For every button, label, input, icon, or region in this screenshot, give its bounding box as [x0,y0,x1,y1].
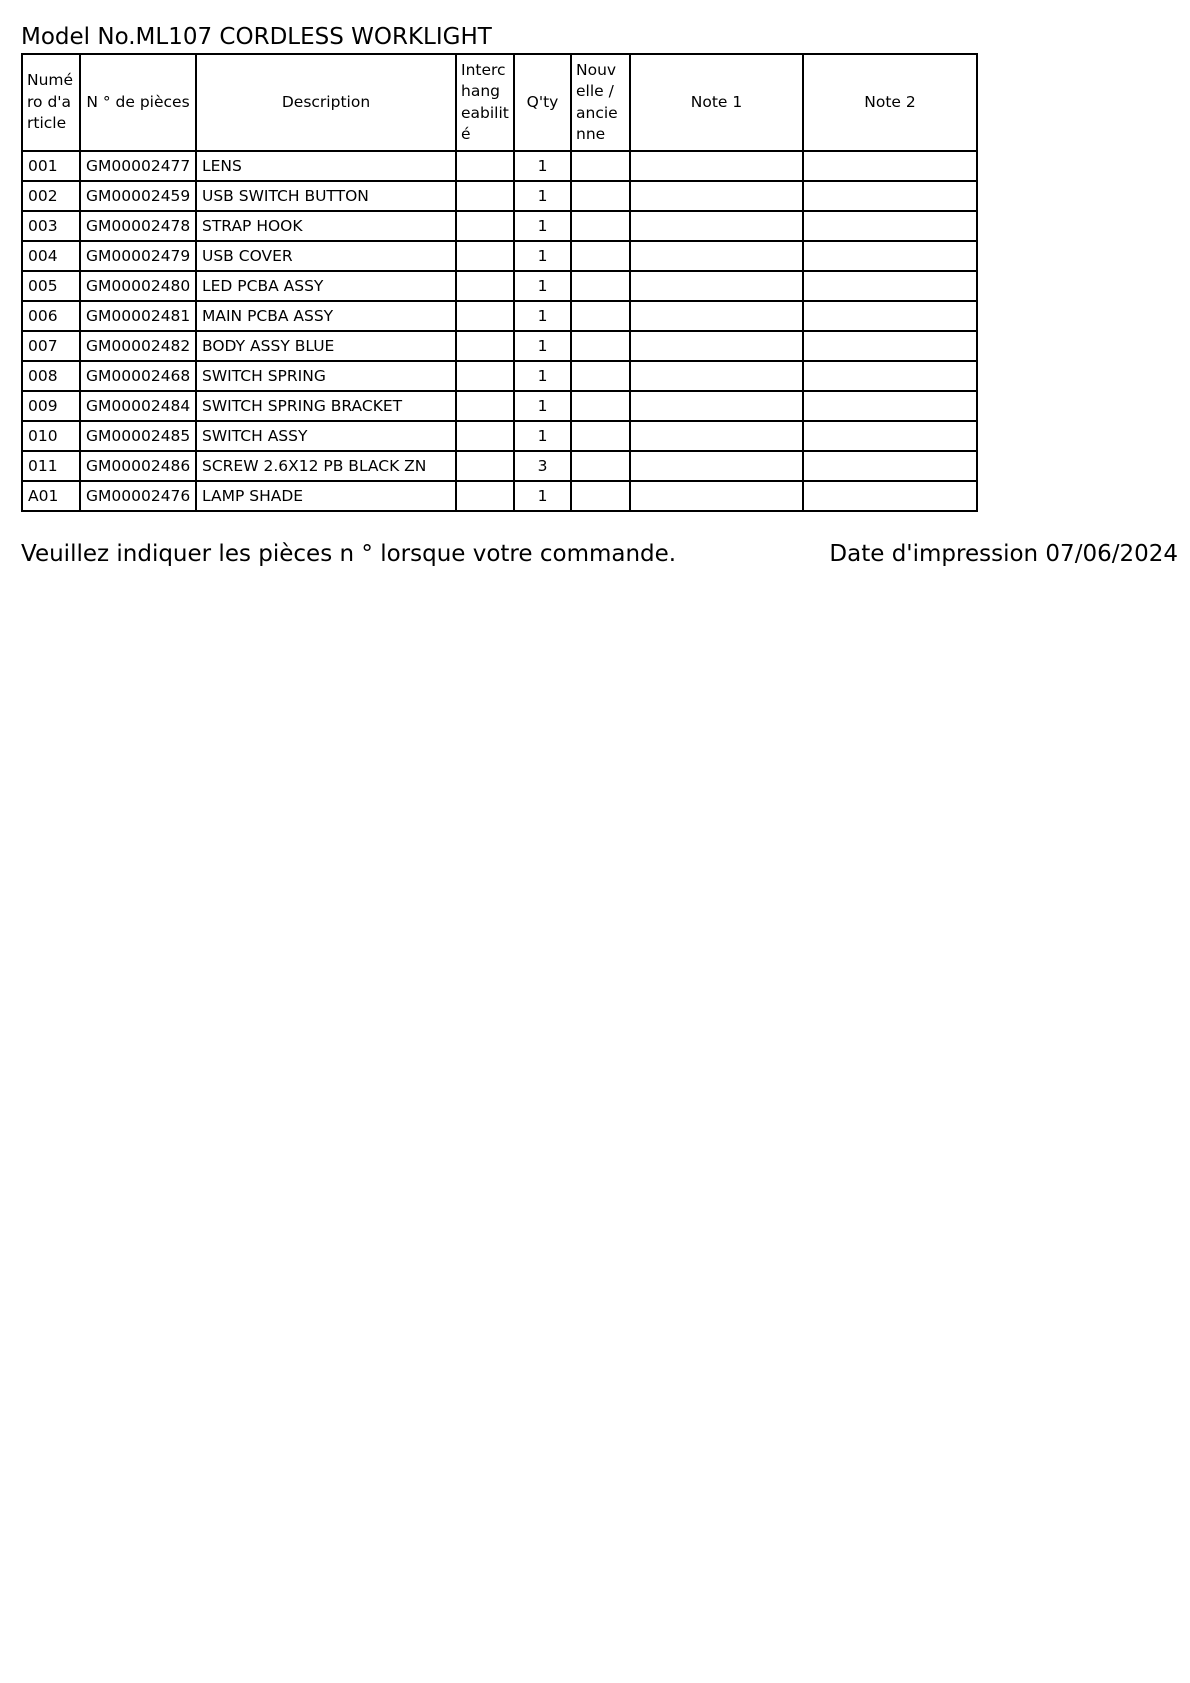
table-row [22,391,977,421]
cell-description: USB SWITCH BUTTON [196,181,456,211]
cell-qty: 1 [514,211,571,241]
cell-note2 [803,151,977,181]
cell-part-no: GM00002477 [80,151,196,181]
table-row [22,151,977,181]
cell-new-old [571,271,630,301]
cell-description: USB COVER [196,241,456,271]
cell-note2 [803,181,977,211]
cell-part-no: GM00002486 [80,451,196,481]
cell-note1 [630,361,803,391]
cell-item-no: 001 [22,151,80,181]
table-row [22,331,977,361]
cell-description: MAIN PCBA ASSY [196,301,456,331]
cell-qty: 1 [514,391,571,421]
cell-interchangeability [456,271,514,301]
table-header-row [22,54,977,151]
cell-note2 [803,451,977,481]
cell-note1 [630,241,803,271]
cell-item-no: 007 [22,331,80,361]
cell-new-old [571,331,630,361]
cell-qty: 1 [514,421,571,451]
cell-description: SWITCH SPRING [196,361,456,391]
table-row [22,451,977,481]
cell-note1 [630,451,803,481]
cell-item-no: 008 [22,361,80,391]
cell-note1 [630,211,803,241]
table-row [22,241,977,271]
cell-interchangeability [456,211,514,241]
cell-note1 [630,391,803,421]
cell-note1 [630,421,803,451]
header-item-no: Numéro d'article [22,54,80,151]
cell-new-old [571,211,630,241]
cell-interchangeability [456,181,514,211]
header-new-old: Nouvelle / ancienne [571,54,630,151]
cell-new-old [571,391,630,421]
table-row [22,301,977,331]
parts-table [21,53,978,512]
cell-item-no: 010 [22,421,80,451]
header-note1: Note 1 [630,54,803,151]
cell-item-no: 011 [22,451,80,481]
cell-note2 [803,301,977,331]
cell-new-old [571,241,630,271]
cell-interchangeability [456,361,514,391]
cell-item-no: 002 [22,181,80,211]
table-row [22,421,977,451]
cell-part-no: GM00002468 [80,361,196,391]
cell-part-no: GM00002459 [80,181,196,211]
cell-part-no: GM00002485 [80,421,196,451]
cell-new-old [571,181,630,211]
cell-note1 [630,331,803,361]
cell-part-no: GM00002478 [80,211,196,241]
table-row [22,211,977,241]
cell-description: SWITCH ASSY [196,421,456,451]
header-note2: Note 2 [803,54,977,151]
cell-description: LENS [196,151,456,181]
cell-interchangeability [456,391,514,421]
cell-note1 [630,481,803,511]
cell-note2 [803,481,977,511]
cell-qty: 1 [514,331,571,361]
cell-new-old [571,481,630,511]
document-title: Model No.ML107 CORDLESS WORKLIGHT [21,24,492,50]
table-row [22,481,977,511]
cell-description: STRAP HOOK [196,211,456,241]
cell-new-old [571,301,630,331]
cell-item-no: 005 [22,271,80,301]
header-qty: Q'ty [514,54,571,151]
cell-qty: 1 [514,181,571,211]
cell-note2 [803,331,977,361]
cell-interchangeability [456,241,514,271]
print-date: Date d'impression 07/06/2024 [829,541,1178,567]
cell-new-old [571,421,630,451]
cell-note2 [803,241,977,271]
cell-note2 [803,391,977,421]
cell-description: LED PCBA ASSY [196,271,456,301]
cell-interchangeability [456,451,514,481]
cell-part-no: GM00002480 [80,271,196,301]
cell-new-old [571,451,630,481]
cell-note1 [630,151,803,181]
cell-qty: 1 [514,271,571,301]
cell-part-no: GM00002481 [80,301,196,331]
cell-note2 [803,421,977,451]
cell-description: LAMP SHADE [196,481,456,511]
cell-interchangeability [456,421,514,451]
header-part-no: N ° de pièces [80,54,196,151]
cell-description: SCREW 2.6X12 PB BLACK ZN [196,451,456,481]
cell-qty: 3 [514,451,571,481]
cell-qty: 1 [514,481,571,511]
cell-note1 [630,301,803,331]
cell-note2 [803,361,977,391]
cell-interchangeability [456,151,514,181]
cell-new-old [571,361,630,391]
cell-interchangeability [456,481,514,511]
cell-interchangeability [456,301,514,331]
cell-item-no: 009 [22,391,80,421]
cell-item-no: A01 [22,481,80,511]
cell-item-no: 006 [22,301,80,331]
cell-note1 [630,271,803,301]
cell-qty: 1 [514,241,571,271]
cell-note1 [630,181,803,211]
header-interchangeability: Interchangeabilité [456,54,514,151]
order-instruction: Veuillez indiquer les pièces n ° lorsque votre commande. [21,541,677,567]
cell-note2 [803,211,977,241]
cell-part-no: GM00002484 [80,391,196,421]
cell-part-no: GM00002482 [80,331,196,361]
cell-part-no: GM00002479 [80,241,196,271]
cell-item-no: 004 [22,241,80,271]
cell-new-old [571,151,630,181]
cell-part-no: GM00002476 [80,481,196,511]
table-row [22,271,977,301]
cell-description: SWITCH SPRING BRACKET [196,391,456,421]
header-description: Description [196,54,456,151]
cell-description: BODY ASSY BLUE [196,331,456,361]
cell-qty: 1 [514,151,571,181]
table-row [22,361,977,391]
table-row [22,181,977,211]
cell-interchangeability [456,331,514,361]
cell-item-no: 003 [22,211,80,241]
cell-qty: 1 [514,361,571,391]
cell-qty: 1 [514,301,571,331]
cell-note2 [803,271,977,301]
